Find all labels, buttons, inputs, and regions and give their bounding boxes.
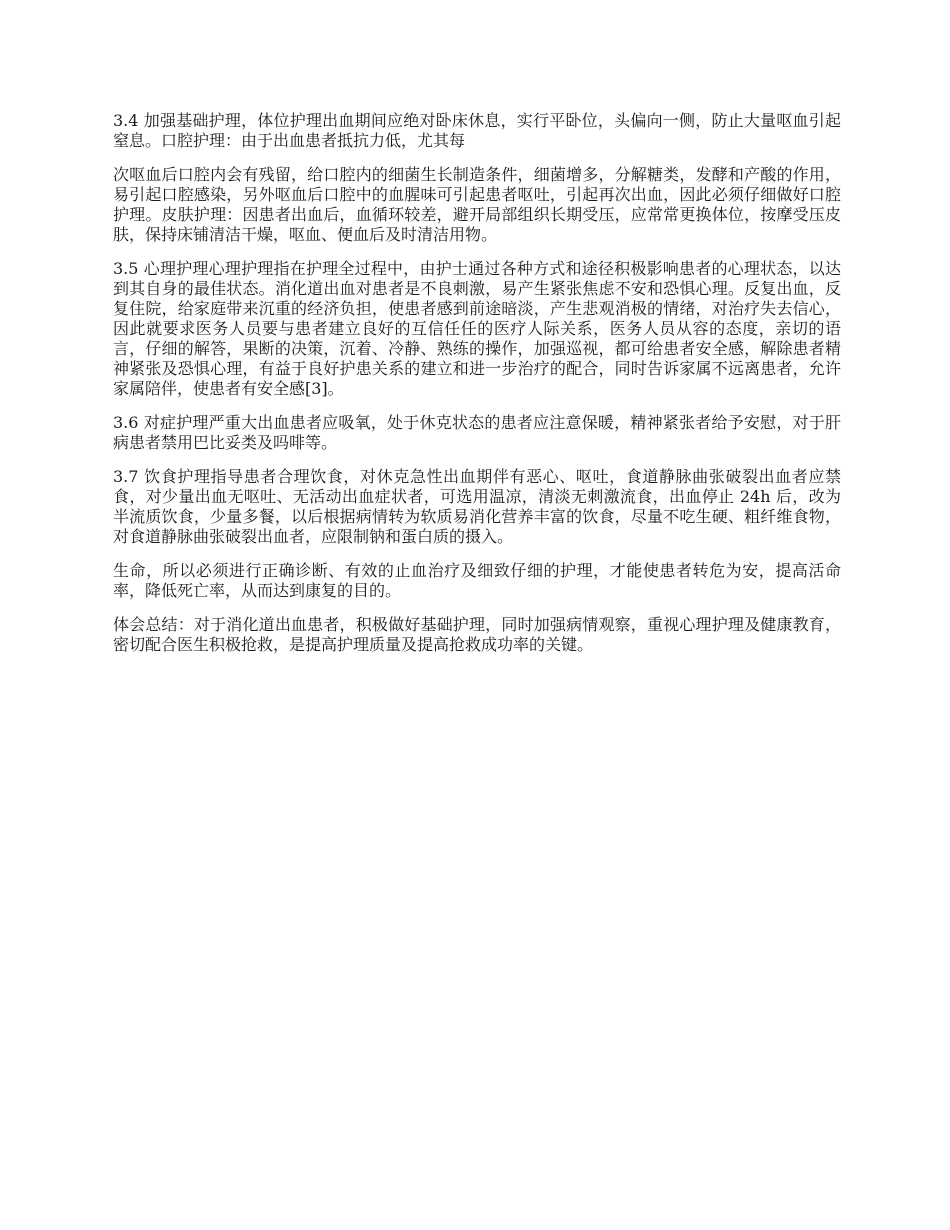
paragraph-3-4-basic-care: 3.4 加强基础护理，体位护理出血期间应绝对卧床休息，实行平卧位，头偏向一侧，防止大量呕血引起窒息。口腔护理：由于出血患者抵抗力低，尤其每 (113, 111, 841, 150)
paragraph-3-7-diet-care: 3.7 饮食护理指导患者合理饮食，对休克急性出血期伴有恶心、呕吐，食道静脉曲张破裂出血者应禁食，对少量出血无呕吐、无活动出血症状者，可选用温凉，清淡无刺激流食，出血停止 24h 后，改为半流质饮食，少量多餐，以后根据病情转为软质易消化营养丰富的饮食，尽量不吃生硬、粗纤维食物，对食道静脉曲张破裂出血者，应限制钠和蛋白质的摄入。 (113, 467, 841, 546)
document-body (113, 111, 841, 669)
paragraph-3-6-symptomatic-care: 3.6 对症护理严重大出血患者应吸氧，处于休克状态的患者应注意保暖，精神紧张者给予安慰，对于肝病患者禁用巴比妥类及吗啡等。 (113, 413, 841, 452)
paragraph-life-conclusion: 生命，所以必须进行正确诊断、有效的止血治疗及细致仔细的护理，才能使患者转危为安，提高活命率，降低死亡率，从而达到康复的目的。 (113, 561, 841, 600)
paragraph-3-5-psychological-care: 3.5 心理护理心理护理指在护理全过程中，由护士通过各种方式和途径积极影响患者的心理状态，以达到其自身的最佳状态。消化道出血对患者是不良刺激，易产生紧张焦虑不安和恐惧心理。反复出血，反复住院，给家庭带来沉重的经济负担，使患者感到前途暗淡，产生悲观消极的情绪，对治疗失去信心，因此就要求医务人员要与患者建立良好的互信任任的医疗人际关系，医务人员从容的态度，亲切的语言，仔细的解答，果断的决策，沉着、冷静、熟练的操作，加强巡视，都可给患者安全感，解除患者精神紧张及恐惧心理，有益于良好护患关系的建立和进一步治疗的配合，同时告诉家属不远离患者，允许家属陪伴，使患者有安全感[3]。 (113, 259, 841, 398)
paragraph-oral-skin-care: 次呕血后口腔内会有残留，给口腔内的细菌生长制造条件，细菌增多，分解糖类，发酵和产酸的作用，易引起口腔感染，另外呕血后口腔中的血腥味可引起患者呕吐，引起再次出血，因此必须仔细做好口腔护理。皮肤护理：因患者出血后，血循环较差，避开局部组织长期受压，应常常更换体位，按摩受压皮肤，保持床铺清洁干燥，呕血、便血后及时清洁用物。 (113, 165, 841, 244)
paragraph-summary: 体会总结：对于消化道出血患者，积极做好基础护理，同时加强病情观察，重视心理护理及健康教育，密切配合医生积极抢救，是提高护理质量及提高抢救成功率的关键。 (113, 615, 841, 654)
